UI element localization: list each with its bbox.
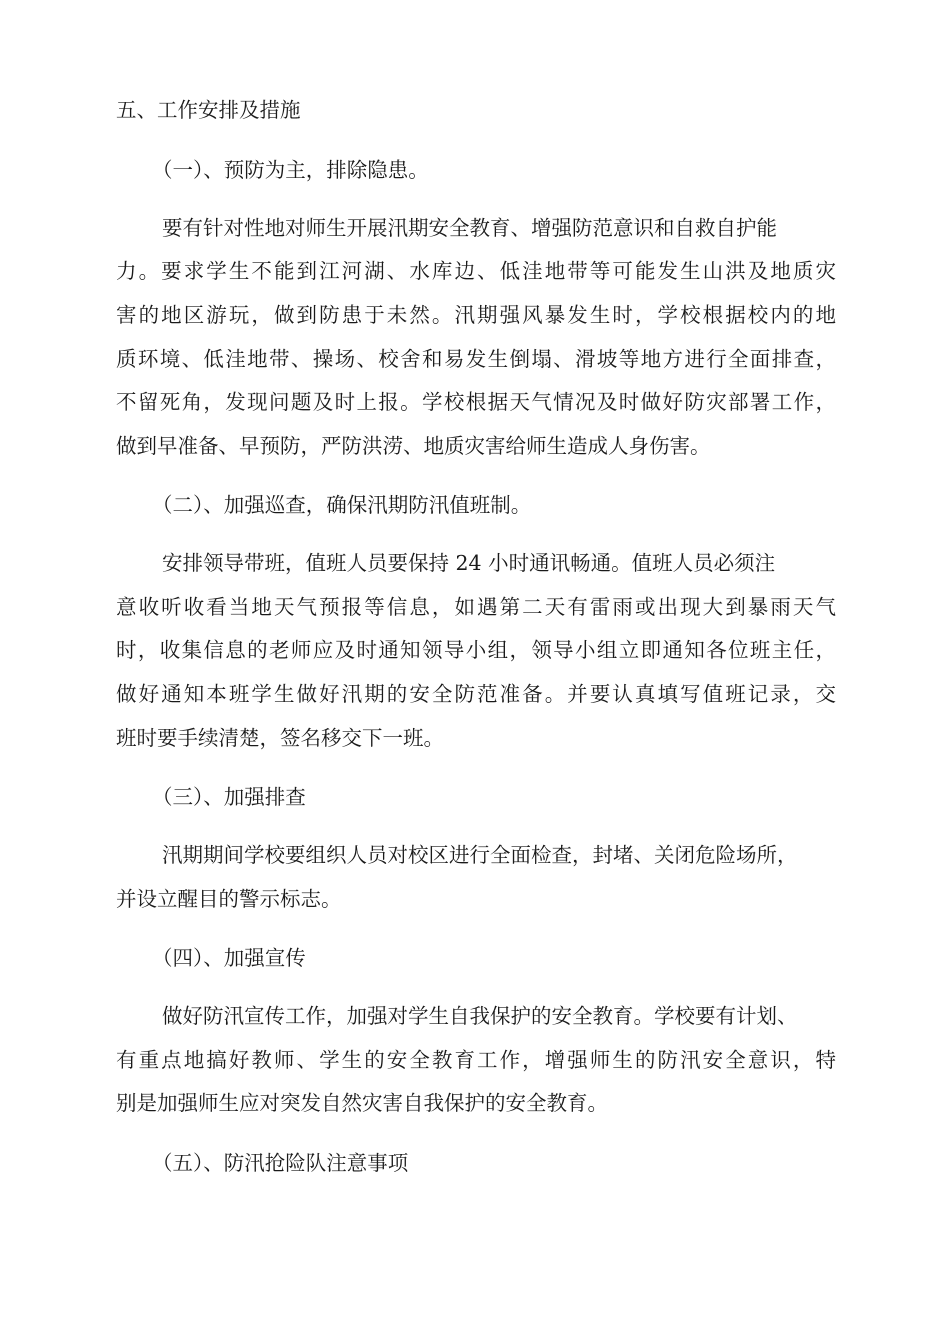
paragraph-line: 并设立醒目的警示标志。 — [116, 887, 342, 911]
subsection-heading-3: （三）、加强排查 — [152, 785, 306, 809]
paragraph-line: 做到早准备、早预防，严防洪涝、地质灾害给师生造成人身伤害。 — [116, 434, 711, 458]
paragraph-line: 做好通知本班学生做好汛期的安全防范准备。并要认真填写值班记录，交 — [116, 682, 836, 706]
paragraph-line: 不留死角，发现问题及时上报。学校根据天气情况及时做好防灾部署工作， — [116, 390, 836, 414]
paragraph-line: 汛期期间学校要组织人员对校区进行全面检查，封堵、关闭危险场所， — [162, 843, 798, 867]
paragraph-line: 别是加强师生应对突发自然灾害自我保护的安全教育。 — [116, 1091, 608, 1115]
paragraph-line: 害的地区游玩，做到防患于未然。汛期强风暴发生时，学校根据校内的地 — [116, 303, 836, 327]
paragraph-line: 有重点地搞好教师、学生的安全教育工作，增强师生的防汛安全意识，特 — [116, 1048, 836, 1072]
paragraph-line: 要有针对性地对师生开展汛期安全教育、增强防范意识和自救自护能 — [162, 216, 777, 240]
subsection-heading-4: （四）、加强宣传 — [152, 946, 306, 970]
subsection-heading-2: （二）、加强巡查，确保汛期防汛值班制。 — [152, 493, 532, 517]
paragraph-line: 做好防汛宣传工作，加强对学生自我保护的安全教育。学校要有计划、 — [162, 1004, 798, 1028]
paragraph-line: 质环境、低洼地带、操场、校舍和易发生倒塌、滑坡等地方进行全面排查， — [116, 347, 836, 371]
paragraph-line: 班时要手续清楚，签名移交下一班。 — [116, 726, 444, 750]
paragraph-line: 安排领导带班，值班人员要保持 24 小时通讯畅通。值班人员必须注 — [162, 551, 776, 575]
paragraph-line: 力。要求学生不能到江河湖、水库边、低洼地带等可能发生山洪及地质灾 — [116, 259, 836, 283]
subsection-heading-1: （一）、预防为主，排除隐患。 — [152, 158, 429, 182]
section-heading: 五、工作安排及措施 — [116, 98, 301, 122]
paragraph-line: 时，收集信息的老师应及时通知领导小组，领导小组立即通知各位班主任， — [116, 638, 836, 662]
paragraph-line: 意收听收看当地天气预报等信息，如遇第二天有雷雨或出现大到暴雨天气 — [116, 595, 836, 619]
subsection-heading-5: （五）、防汛抢险队注意事项 — [152, 1151, 409, 1175]
